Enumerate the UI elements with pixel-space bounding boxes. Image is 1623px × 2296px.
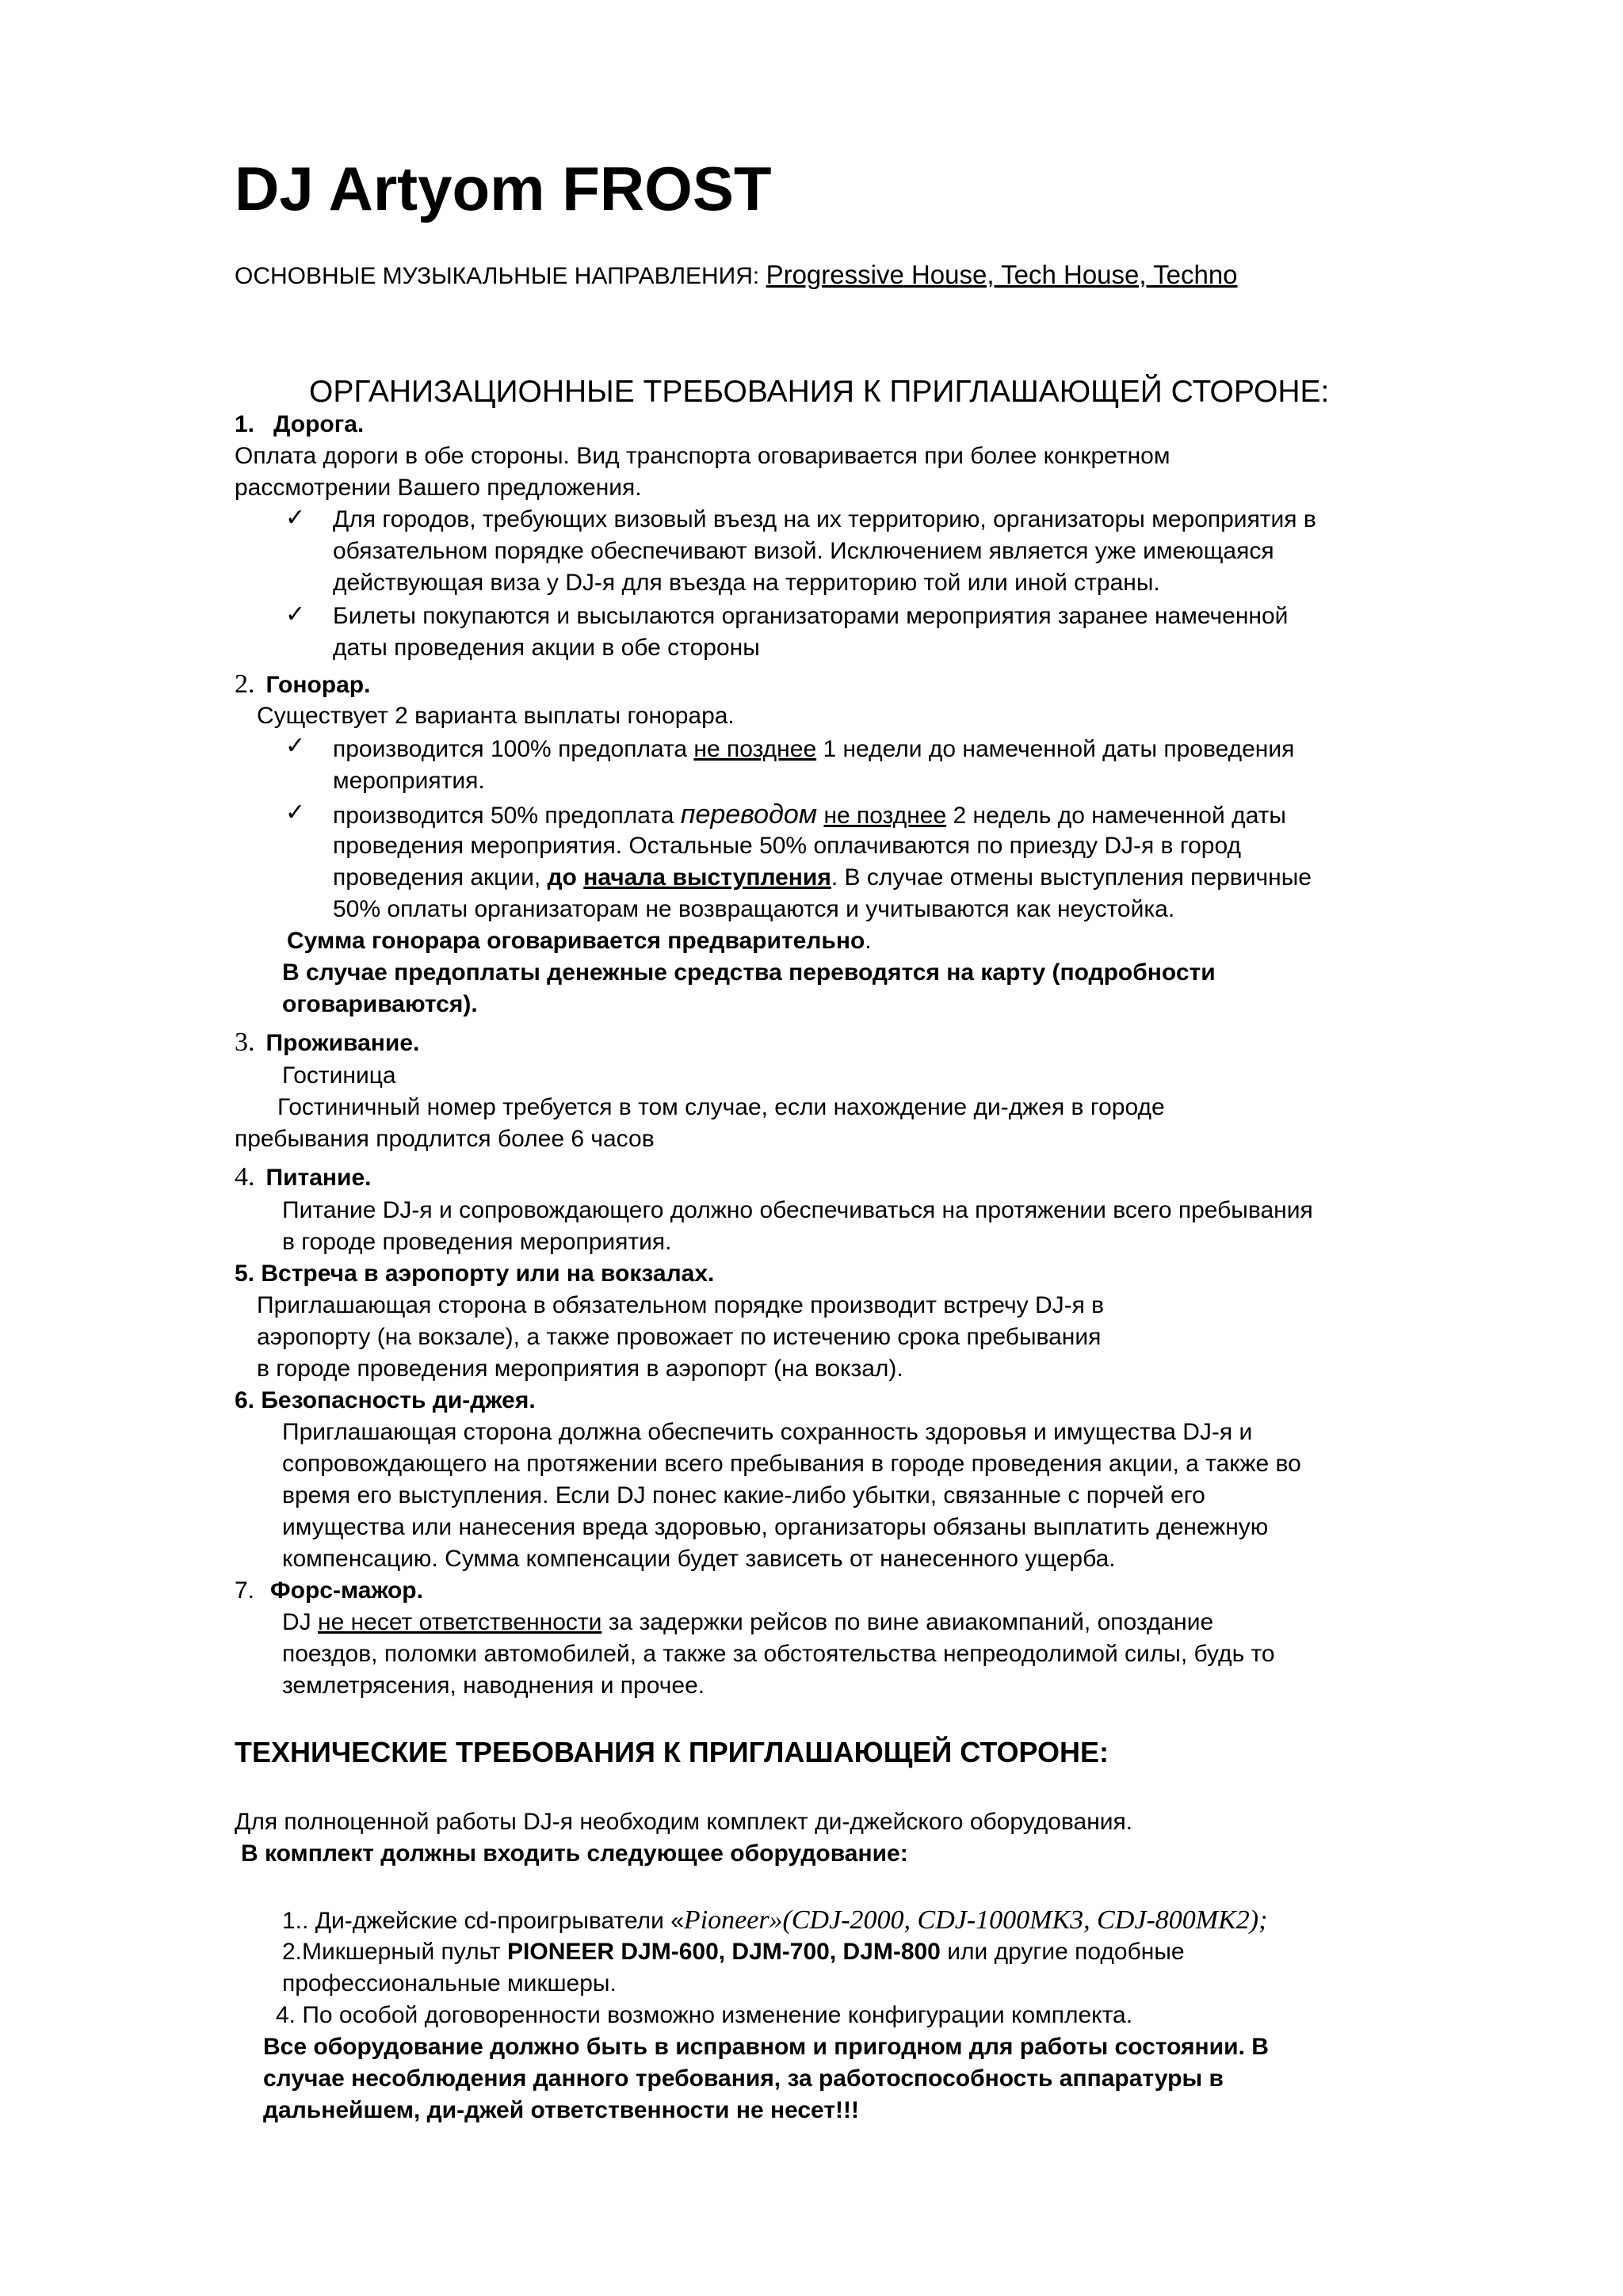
text-span-underline: не позднее bbox=[693, 736, 817, 762]
section-3-text: Гостиница bbox=[282, 1062, 396, 1089]
equipment-item-2: профессиональные микшеры. bbox=[282, 1970, 617, 1997]
section-2-intro: Существует 2 варианта выплаты гонорара. bbox=[257, 703, 735, 729]
text-span: за задержки рейсов по вине авиакомпаний, опоздание bbox=[601, 1609, 1214, 1635]
section-1-bullet-1: Для городов, требующих визовый въезд на их территорию, организаторы мероприятия в bbox=[333, 506, 1316, 532]
section-4-text: в городе проведения мероприятия. bbox=[282, 1229, 672, 1255]
section-2-note-1 bbox=[287, 925, 872, 957]
text-span: . В случае отмены выступления первичные bbox=[831, 864, 1312, 891]
text-span: 1.. Ди-джейские cd-проигрыватели « bbox=[282, 1908, 684, 1934]
section-5-text: в городе проведения мероприятия в аэропорт (на вокзал). bbox=[257, 1356, 903, 1382]
text-span-bold: Сумма гонорара оговаривается предварительно bbox=[287, 928, 865, 954]
section-4-title: Питание. bbox=[265, 1165, 372, 1191]
section-6-text: Приглашающая сторона должна обеспечить сохранность здоровья и имущества DJ-я и bbox=[282, 1419, 1253, 1445]
genres-value: Progressive House, Tech House, Techno bbox=[766, 260, 1238, 289]
section-2-number: 2. bbox=[235, 669, 255, 699]
section-1-title: Дорога. bbox=[273, 411, 365, 437]
text-span-bold: PIONEER DJM-600, DJM-700, DJM-800 bbox=[507, 1939, 941, 1965]
text-span: 2 недель до намеченной даты bbox=[946, 803, 1286, 829]
text-span-italic: переводом bbox=[680, 799, 818, 830]
org-requirements-heading: ОРГАНИЗАЦИОННЫЕ ТРЕБОВАНИЯ К ПРИГЛАШАЮЩЕЙ СТОРОНЕ: bbox=[309, 375, 1330, 409]
section-5-text: Приглашающая сторона в обязательном порядке производит встречу DJ-я в bbox=[257, 1292, 1105, 1318]
section-5-heading: 5. Встреча в аэропорту или на вокзалах. bbox=[235, 1261, 715, 1287]
equipment-warning: Все оборудование должно быть в исправном и пригодном для работы состоянии. В bbox=[263, 2034, 1269, 2060]
section-7-text bbox=[282, 1607, 1213, 1638]
section-7-title: Форс-мажор. bbox=[270, 1577, 423, 1604]
text-span: производится 50% предоплата bbox=[333, 803, 681, 829]
equipment-item-4: 4. По особой договоренности возможно изменение конфигурации комплекта. bbox=[276, 2002, 1133, 2028]
section-2-bullet-1 bbox=[333, 734, 1294, 765]
section-2-heading bbox=[235, 669, 370, 701]
section-1-bullet-1: действующая виза у DJ-я для въезда на территорию той или иной страны. bbox=[333, 570, 1160, 596]
section-7-text: землетрясения, наводнения и прочее. bbox=[282, 1672, 705, 1699]
tech-intro-bold: В комплект должны входить следующее оборудование: bbox=[241, 1840, 908, 1867]
section-1-text: рассмотрении Вашего предложения. bbox=[235, 475, 642, 501]
text-span-bold: начала выступления bbox=[583, 864, 831, 891]
check-icon: ✓ bbox=[285, 504, 306, 532]
section-1-bullet-2: даты проведения акции в обе стороны bbox=[333, 635, 760, 661]
equipment-warning: дальнейшем, ди-джей ответственности не несет!!! bbox=[263, 2097, 860, 2123]
section-4-text: Питание DJ-я и сопровождающего должно обеспечиваться на протяжении всего пребывания bbox=[282, 1197, 1313, 1223]
text-span-bold: до bbox=[547, 864, 584, 891]
section-2-bullet-1: мероприятия. bbox=[333, 768, 485, 794]
section-6-text: компенсацию. Сумма компенсации будет зависеть от нанесенного ущерба. bbox=[282, 1546, 1116, 1572]
equipment-warning: случае несоблюдения данного требования, за работоспособность аппаратуры в bbox=[263, 2065, 1224, 2092]
section-1-number: 1. bbox=[235, 411, 255, 437]
section-1-heading bbox=[235, 409, 364, 441]
text-span-italic: Pioneer»(CDJ-2000, CDJ-1000MK3, CDJ-800MK2); bbox=[683, 1905, 1268, 1935]
check-icon: ✓ bbox=[285, 799, 306, 826]
section-6-text: имущества или нанесения вреда здоровью, организаторы обязаны выплатить денежную bbox=[282, 1514, 1269, 1540]
text-span: или другие подобные bbox=[940, 1939, 1185, 1965]
section-1-text: Оплата дороги в обе стороны. Вид транспорта оговаривается при более конкретном bbox=[235, 443, 1170, 469]
section-3-text: пребывания продлится более 6 часов bbox=[235, 1126, 655, 1152]
section-2-note-2: В случае предоплаты денежные средства переводятся на карту (подробности bbox=[282, 959, 1216, 986]
section-7-heading bbox=[235, 1575, 423, 1607]
section-3-title: Проживание. bbox=[265, 1030, 420, 1056]
text-span-underline: не позднее bbox=[823, 803, 947, 829]
page-title: DJ Artyom FROST bbox=[235, 154, 772, 223]
section-7-number: 7. bbox=[235, 1577, 255, 1604]
tech-intro: Для полноценной работы DJ-я необходим комплект ди-джейского оборудования. bbox=[235, 1809, 1133, 1835]
text-span-underline: не несет ответственности bbox=[318, 1609, 602, 1635]
equipment-item-1 bbox=[282, 1905, 1267, 1937]
section-2-note-2: оговариваются). bbox=[282, 991, 478, 1017]
section-3-text: Гостиничный номер требуется в том случае, если нахождение ди-джея в городе bbox=[277, 1094, 1165, 1120]
section-3-heading bbox=[235, 1027, 419, 1059]
section-7-text: поездов, поломки автомобилей, а также за обстоятельства непреодолимой силы, будь то bbox=[282, 1641, 1275, 1667]
section-2-bullet-2 bbox=[333, 799, 1286, 832]
text-span: DJ bbox=[282, 1609, 318, 1635]
text-span: проведения акции, bbox=[333, 864, 548, 891]
text-span: . bbox=[865, 928, 872, 954]
section-6-text: сопровождающего на протяжении всего пребывания в городе проведения акции, а также во bbox=[282, 1451, 1301, 1477]
tech-requirements-heading: ТЕХНИЧЕСКИЕ ТРЕБОВАНИЯ К ПРИГЛАШАЮЩЕЙ СТОРОНЕ: bbox=[235, 1736, 1109, 1768]
text-span: 2.Микшерный пульт bbox=[282, 1939, 508, 1965]
genres-label: ОСНОВНЫЕ МУЗЫКАЛЬНЫЕ НАПРАВЛЕНИЯ: bbox=[235, 263, 766, 289]
genres-line bbox=[235, 259, 1238, 292]
check-icon: ✓ bbox=[285, 732, 306, 760]
section-6-heading: 6. Безопасность ди-джея. bbox=[235, 1387, 536, 1413]
section-2-bullet-2: проведения мероприятия. Остальные 50% оплачиваются по приезду DJ-я в город bbox=[333, 833, 1242, 859]
check-icon: ✓ bbox=[285, 601, 306, 628]
section-1-bullet-1: обязательном порядке обеспечивают визой. Исключением является уже имеющаяся bbox=[333, 538, 1274, 564]
section-5-text: аэропорту (на вокзале), а также провожает по истечению срока пребывания bbox=[257, 1324, 1102, 1350]
text-span: производится 100% предоплата bbox=[333, 736, 694, 762]
text-span: 1 недели до намеченной даты проведения bbox=[816, 736, 1295, 762]
section-1-bullet-2: Билеты покупаются и высылаются организаторами мероприятия заранее намеченной bbox=[333, 603, 1289, 629]
section-2-bullet-2 bbox=[333, 862, 1312, 894]
section-4-number: 4. bbox=[235, 1162, 255, 1192]
section-3-number: 3. bbox=[235, 1028, 255, 1057]
section-2-bullet-2: 50% оплаты организаторам не возвращаются и учитываются как неустойка. bbox=[333, 896, 1175, 922]
section-6-text: время его выступления. Если DJ понес какие-либо убытки, связанные с порчей его bbox=[282, 1482, 1205, 1508]
section-4-heading bbox=[235, 1161, 371, 1194]
section-2-title: Гонорар. bbox=[265, 672, 371, 698]
equipment-item-2 bbox=[282, 1936, 1185, 1968]
